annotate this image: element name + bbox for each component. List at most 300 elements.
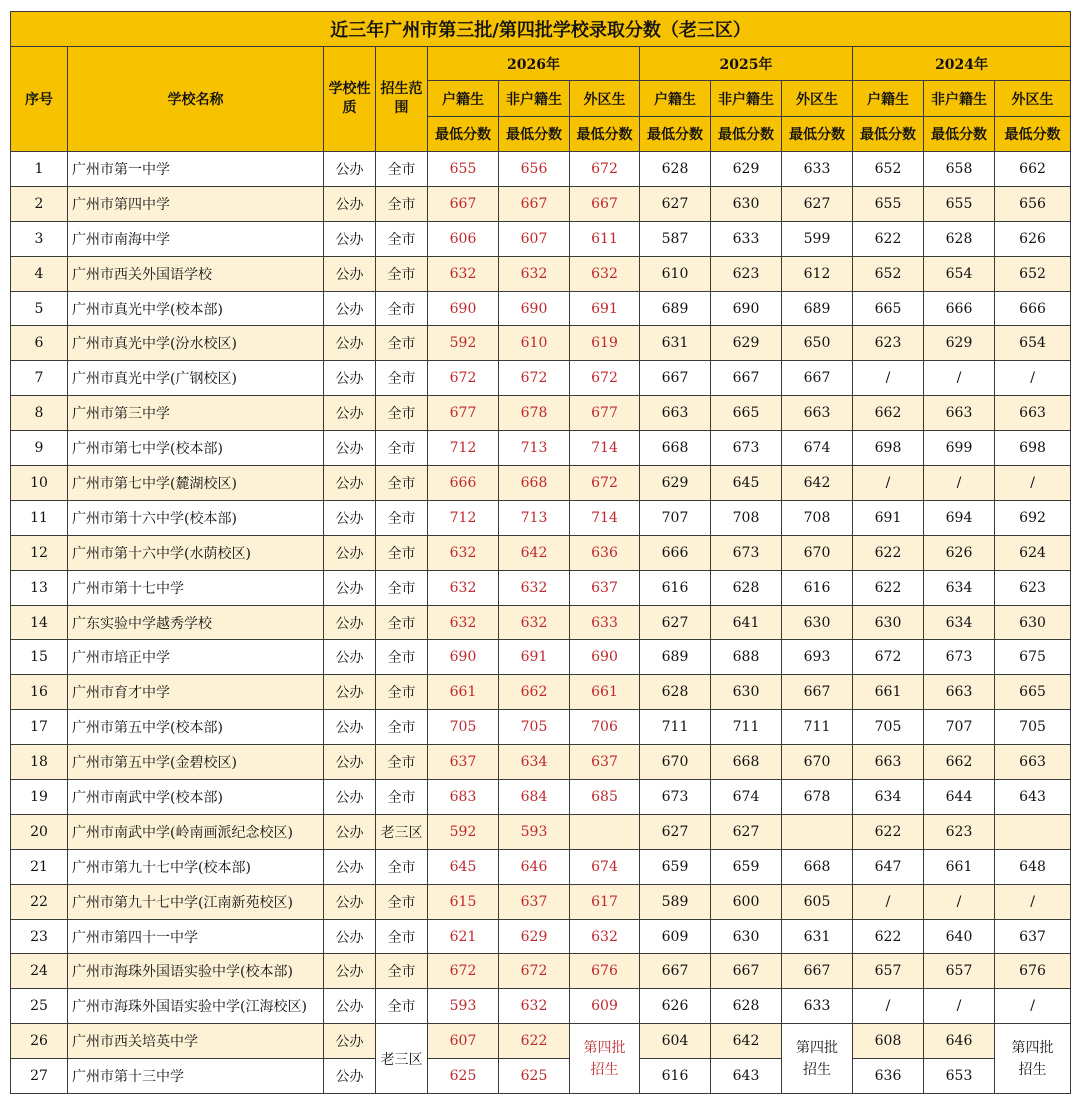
row-score-2025-3: 663 xyxy=(782,396,853,431)
table-row xyxy=(11,675,1071,710)
row-score-2024-2: 655 xyxy=(924,186,995,221)
row-score-2024-1: 652 xyxy=(853,256,924,291)
row-school-nature: 公办 xyxy=(324,291,376,326)
row-score-2024-1: 647 xyxy=(853,849,924,884)
row-score-2025-3 xyxy=(782,814,853,849)
row-score-2025-2: 688 xyxy=(711,640,782,675)
row-score-2025-1: 666 xyxy=(640,535,711,570)
row-score-2025-2: 674 xyxy=(711,780,782,815)
row-score-2026-2: 634 xyxy=(499,745,570,780)
table-row xyxy=(11,326,1071,361)
row-score-2024-1: 691 xyxy=(853,500,924,535)
row-score-2024-3: 698 xyxy=(995,431,1071,466)
row-score-2025-1: 659 xyxy=(640,849,711,884)
row-seq: 10 xyxy=(11,466,68,501)
row-score-2026-1: 683 xyxy=(428,780,499,815)
row-school-nature: 公办 xyxy=(324,186,376,221)
row-school-nature: 公办 xyxy=(324,466,376,501)
row-score-2024-3: 654 xyxy=(995,326,1071,361)
row-score-2024-2: 666 xyxy=(924,291,995,326)
row-score-2026-2: 632 xyxy=(499,570,570,605)
note-line-2: 招生 xyxy=(803,1061,831,1078)
row-school-name: 广州市第七中学(麓湖校区) xyxy=(68,466,324,501)
table-row xyxy=(11,814,1071,849)
row-score-2026-1: 625 xyxy=(428,1059,499,1094)
row-score-2025-1: 707 xyxy=(640,500,711,535)
row-score-2026-3: 706 xyxy=(570,710,640,745)
row-school-name: 广州市真光中学(汾水校区) xyxy=(68,326,324,361)
row-school-nature: 公办 xyxy=(324,919,376,954)
header-type-2025-3: 外区生 xyxy=(782,81,853,117)
row-score-2025-3: 630 xyxy=(782,605,853,640)
row-score-2024-3: 648 xyxy=(995,849,1071,884)
row-score-2024-3: 705 xyxy=(995,710,1071,745)
row-school-name: 广州市海珠外国语实验中学(江海校区) xyxy=(68,989,324,1024)
row-enroll-range: 全市 xyxy=(376,500,428,535)
row-score-2025-3: 650 xyxy=(782,326,853,361)
row-score-2026-3: 676 xyxy=(570,954,640,989)
row-seq: 22 xyxy=(11,884,68,919)
header-school-nature: 学校性质 xyxy=(324,47,376,152)
row-score-2025-3: 674 xyxy=(782,431,853,466)
row-score-2026-3: 672 xyxy=(570,466,640,501)
row-score-2024-1: 630 xyxy=(853,605,924,640)
row-school-nature: 公办 xyxy=(324,431,376,466)
table-row xyxy=(11,884,1071,919)
row-score-2024-2: 634 xyxy=(924,570,995,605)
row-seq: 4 xyxy=(11,256,68,291)
row-enroll-range: 全市 xyxy=(376,640,428,675)
row-school-name: 广东实验中学越秀学校 xyxy=(68,605,324,640)
row-score-2024-3: 675 xyxy=(995,640,1071,675)
row-school-name: 广州市西关培英中学 xyxy=(68,1024,324,1059)
table-row xyxy=(11,780,1071,815)
row-school-name: 广州市海珠外国语实验中学(校本部) xyxy=(68,954,324,989)
row-score-2025-1: 667 xyxy=(640,361,711,396)
row-score-2026-2: 678 xyxy=(499,396,570,431)
table-row xyxy=(11,745,1071,780)
row-seq: 18 xyxy=(11,745,68,780)
row-score-2026-2: 637 xyxy=(499,884,570,919)
header-type-2025-1: 户籍生 xyxy=(640,81,711,117)
row-score-2026-1: 690 xyxy=(428,291,499,326)
row-school-nature: 公办 xyxy=(324,1024,376,1059)
note-line-1: 第四批 xyxy=(796,1039,838,1056)
table-row xyxy=(11,919,1071,954)
row-seq: 16 xyxy=(11,675,68,710)
row-seq: 8 xyxy=(11,396,68,431)
row-school-name: 广州市西关外国语学校 xyxy=(68,256,324,291)
note-line-1: 第四批 xyxy=(1011,1039,1054,1056)
row-score-2025-2: 623 xyxy=(711,256,782,291)
header-year-2024: 2024年 xyxy=(853,47,1071,81)
row-school-name: 广州市真光中学(校本部) xyxy=(68,291,324,326)
header-min-score-2024-1: 最低分数 xyxy=(853,117,924,152)
table-row xyxy=(11,605,1071,640)
row-score-2026-1: 632 xyxy=(428,605,499,640)
row-score-2025-1: 616 xyxy=(640,1059,711,1094)
row-score-2025-2: 643 xyxy=(711,1059,782,1094)
row-score-2025-2: 633 xyxy=(711,221,782,256)
header-seq: 序号 xyxy=(11,47,68,152)
row-score-2026-1: 667 xyxy=(428,186,499,221)
header-min-score-2026-2: 最低分数 xyxy=(499,117,570,152)
row-score-2026-2: 705 xyxy=(499,710,570,745)
row-score-2026-3: 690 xyxy=(570,640,640,675)
header-min-score-2026-3: 最低分数 xyxy=(570,117,640,152)
row-school-nature: 公办 xyxy=(324,361,376,396)
row-score-2025-3: 667 xyxy=(782,361,853,396)
row-school-name: 广州市第一中学 xyxy=(68,152,324,187)
row-seq: 23 xyxy=(11,919,68,954)
row-score-2026-3: 677 xyxy=(570,396,640,431)
row-score-2025-1: 589 xyxy=(640,884,711,919)
row-score-2026-2: 593 xyxy=(499,814,570,849)
row-score-2026-3: 633 xyxy=(570,605,640,640)
row-score-2025-1: 609 xyxy=(640,919,711,954)
header-min-score-2026-1: 最低分数 xyxy=(428,117,499,152)
row-score-2025-2: 690 xyxy=(711,291,782,326)
row-enroll-range: 全市 xyxy=(376,710,428,745)
row-score-2025-1: 628 xyxy=(640,152,711,187)
row-score-2026-1: 621 xyxy=(428,919,499,954)
row-seq: 6 xyxy=(11,326,68,361)
row-seq: 20 xyxy=(11,814,68,849)
row-score-2025-2: 673 xyxy=(711,535,782,570)
row-score-2024-2: / xyxy=(924,361,995,396)
row-score-2026-1: 592 xyxy=(428,326,499,361)
row-score-2026-3: 637 xyxy=(570,745,640,780)
row-score-2025-2: 667 xyxy=(711,361,782,396)
table-row xyxy=(11,535,1071,570)
table-row xyxy=(11,221,1071,256)
row-score-2025-3: 627 xyxy=(782,186,853,221)
row-score-2024-1: 663 xyxy=(853,745,924,780)
row-score-2026-1: 712 xyxy=(428,431,499,466)
row-school-nature: 公办 xyxy=(324,884,376,919)
row-enroll-range: 全市 xyxy=(376,186,428,221)
row-score-2026-2: 667 xyxy=(499,186,570,221)
row-score-2026-2: 646 xyxy=(499,849,570,884)
header-type-2026-1: 户籍生 xyxy=(428,81,499,117)
row-score-2025-2: 628 xyxy=(711,570,782,605)
row-score-2024-3: 623 xyxy=(995,570,1071,605)
row-score-2026-1: 632 xyxy=(428,570,499,605)
row-score-2026-2: 713 xyxy=(499,431,570,466)
row-enroll-range: 全市 xyxy=(376,954,428,989)
row-score-2025-1: 711 xyxy=(640,710,711,745)
header-type-2024-1: 户籍生 xyxy=(853,81,924,117)
row-enroll-range: 全市 xyxy=(376,884,428,919)
row-seq: 12 xyxy=(11,535,68,570)
row-score-2025-3: 708 xyxy=(782,500,853,535)
row-score-2026-3: 672 xyxy=(570,152,640,187)
row-score-2025-3: 605 xyxy=(782,884,853,919)
row-score-2026-1: 672 xyxy=(428,954,499,989)
row-school-nature: 公办 xyxy=(324,326,376,361)
row-score-2025-2: 711 xyxy=(711,710,782,745)
row-score-2024-1: 655 xyxy=(853,186,924,221)
row-score-2026-3: 637 xyxy=(570,570,640,605)
row-score-2025-3: 599 xyxy=(782,221,853,256)
header-type-2024-2: 非户籍生 xyxy=(924,81,995,117)
fourth-batch-note-2026 xyxy=(570,1024,640,1094)
row-score-2024-2: 623 xyxy=(924,814,995,849)
row-seq: 9 xyxy=(11,431,68,466)
row-school-name: 广州市第九十七中学(校本部) xyxy=(68,849,324,884)
row-school-nature: 公办 xyxy=(324,989,376,1024)
row-score-2025-3: 642 xyxy=(782,466,853,501)
row-score-2024-2: 658 xyxy=(924,152,995,187)
row-score-2026-2: 691 xyxy=(499,640,570,675)
row-score-2026-2: 629 xyxy=(499,919,570,954)
row-enroll-range: 全市 xyxy=(376,745,428,780)
row-score-2024-2: 663 xyxy=(924,675,995,710)
row-school-nature: 公办 xyxy=(324,152,376,187)
row-score-2025-3: 667 xyxy=(782,954,853,989)
row-score-2024-1: 622 xyxy=(853,221,924,256)
row-school-nature: 公办 xyxy=(324,849,376,884)
row-score-2024-2: 661 xyxy=(924,849,995,884)
row-score-2025-2: 600 xyxy=(711,884,782,919)
table-row xyxy=(11,396,1071,431)
row-score-2024-1: 622 xyxy=(853,919,924,954)
row-score-2026-1: 712 xyxy=(428,500,499,535)
row-score-2025-2: 628 xyxy=(711,989,782,1024)
row-score-2024-2: 673 xyxy=(924,640,995,675)
row-score-2024-2: 626 xyxy=(924,535,995,570)
row-score-2026-3: 632 xyxy=(570,919,640,954)
row-score-2025-2: 708 xyxy=(711,500,782,535)
row-school-nature: 公办 xyxy=(324,814,376,849)
row-score-2025-2: 645 xyxy=(711,466,782,501)
row-score-2024-1: / xyxy=(853,466,924,501)
row-score-2025-3: 667 xyxy=(782,675,853,710)
row-school-nature: 公办 xyxy=(324,500,376,535)
row-score-2025-1: 673 xyxy=(640,780,711,815)
row-score-2025-2: 630 xyxy=(711,186,782,221)
row-school-nature: 公办 xyxy=(324,1059,376,1094)
row-seq: 21 xyxy=(11,849,68,884)
row-seq: 24 xyxy=(11,954,68,989)
row-score-2024-1: 623 xyxy=(853,326,924,361)
row-score-2025-3: 612 xyxy=(782,256,853,291)
row-enroll-range: 全市 xyxy=(376,326,428,361)
row-score-2024-2: 653 xyxy=(924,1059,995,1094)
table-row xyxy=(11,291,1071,326)
row-score-2026-1: 705 xyxy=(428,710,499,745)
row-seq: 3 xyxy=(11,221,68,256)
row-score-2025-2: 673 xyxy=(711,431,782,466)
row-score-2024-1: 636 xyxy=(853,1059,924,1094)
row-enroll-range: 全市 xyxy=(376,849,428,884)
row-score-2026-1: 607 xyxy=(428,1024,499,1059)
row-score-2026-3: 691 xyxy=(570,291,640,326)
row-score-2024-3: 666 xyxy=(995,291,1071,326)
table-row xyxy=(11,570,1071,605)
row-score-2024-1: / xyxy=(853,361,924,396)
row-school-name: 广州市第十七中学 xyxy=(68,570,324,605)
row-score-2024-3: / xyxy=(995,466,1071,501)
row-score-2024-2: 657 xyxy=(924,954,995,989)
row-score-2026-3: 674 xyxy=(570,849,640,884)
table-row xyxy=(11,431,1071,466)
header-enroll-range: 招生范围 xyxy=(376,47,428,152)
row-score-2024-3: / xyxy=(995,989,1071,1024)
row-score-2025-3: 678 xyxy=(782,780,853,815)
row-school-name: 广州市南武中学(校本部) xyxy=(68,780,324,815)
row-school-nature: 公办 xyxy=(324,605,376,640)
row-enroll-range: 老三区 xyxy=(376,814,428,849)
row-score-2025-1: 627 xyxy=(640,814,711,849)
row-score-2025-2: 665 xyxy=(711,396,782,431)
row-score-2024-1: 657 xyxy=(853,954,924,989)
row-score-2024-2: / xyxy=(924,989,995,1024)
row-school-nature: 公办 xyxy=(324,221,376,256)
header-year-2025: 2025年 xyxy=(640,47,853,81)
row-seq: 25 xyxy=(11,989,68,1024)
note-line-2: 招生 xyxy=(590,1061,619,1078)
row-score-2024-2: 662 xyxy=(924,745,995,780)
table-row xyxy=(11,152,1071,187)
row-score-2026-3: 617 xyxy=(570,884,640,919)
row-school-nature: 公办 xyxy=(324,256,376,291)
row-enroll-range: 全市 xyxy=(376,152,428,187)
table-row xyxy=(11,849,1071,884)
row-score-2024-3: 676 xyxy=(995,954,1071,989)
row-seq: 19 xyxy=(11,780,68,815)
row-score-2025-1: 629 xyxy=(640,466,711,501)
header-type-2024-3: 外区生 xyxy=(995,81,1071,117)
row-score-2025-1: 626 xyxy=(640,989,711,1024)
row-enroll-range: 全市 xyxy=(376,605,428,640)
row-score-2024-3: 643 xyxy=(995,780,1071,815)
row-score-2026-1: 606 xyxy=(428,221,499,256)
row-score-2025-1: 610 xyxy=(640,256,711,291)
row-score-2025-3: 711 xyxy=(782,710,853,745)
row-score-2025-2: 629 xyxy=(711,326,782,361)
row-enroll-range: 全市 xyxy=(376,675,428,710)
row-score-2024-1: 622 xyxy=(853,570,924,605)
row-enroll-range: 全市 xyxy=(376,291,428,326)
row-score-2026-1: 666 xyxy=(428,466,499,501)
row-score-2024-3: / xyxy=(995,884,1071,919)
row-score-2024-2: 628 xyxy=(924,221,995,256)
row-school-name: 广州市第三中学 xyxy=(68,396,324,431)
row-score-2025-1: 663 xyxy=(640,396,711,431)
row-score-2025-2: 629 xyxy=(711,152,782,187)
row-score-2025-3: 670 xyxy=(782,745,853,780)
row-seq: 15 xyxy=(11,640,68,675)
row-school-nature: 公办 xyxy=(324,745,376,780)
row-score-2024-2: 654 xyxy=(924,256,995,291)
row-score-2025-3: 670 xyxy=(782,535,853,570)
row-score-2026-3: 714 xyxy=(570,500,640,535)
row-score-2025-1: 670 xyxy=(640,745,711,780)
row-score-2026-1: 677 xyxy=(428,396,499,431)
row-score-2024-2: 640 xyxy=(924,919,995,954)
row-score-2024-1: 634 xyxy=(853,780,924,815)
row-score-2025-2: 642 xyxy=(711,1024,782,1059)
table-row xyxy=(11,640,1071,675)
table-row xyxy=(11,186,1071,221)
row-score-2025-2: 668 xyxy=(711,745,782,780)
row-school-nature: 公办 xyxy=(324,570,376,605)
row-score-2024-3: 624 xyxy=(995,535,1071,570)
row-score-2026-3: 619 xyxy=(570,326,640,361)
row-score-2025-3: 693 xyxy=(782,640,853,675)
row-score-2026-3: 661 xyxy=(570,675,640,710)
row-school-nature: 公办 xyxy=(324,535,376,570)
row-score-2024-1: 661 xyxy=(853,675,924,710)
row-seq: 1 xyxy=(11,152,68,187)
row-score-2026-1: 637 xyxy=(428,745,499,780)
row-score-2025-3: 616 xyxy=(782,570,853,605)
row-score-2024-2: 644 xyxy=(924,780,995,815)
row-seq: 2 xyxy=(11,186,68,221)
row-score-2025-1: 627 xyxy=(640,186,711,221)
row-score-2026-3: 685 xyxy=(570,780,640,815)
header-school-name: 学校名称 xyxy=(68,47,324,152)
row-score-2025-1: 667 xyxy=(640,954,711,989)
row-seq: 5 xyxy=(11,291,68,326)
row-score-2025-1: 689 xyxy=(640,291,711,326)
row-score-2024-2: 646 xyxy=(924,1024,995,1059)
row-score-2026-2: 632 xyxy=(499,256,570,291)
row-enroll-range: 全市 xyxy=(376,256,428,291)
row-score-2026-2: 625 xyxy=(499,1059,570,1094)
row-school-nature: 公办 xyxy=(324,640,376,675)
row-score-2025-1: 616 xyxy=(640,570,711,605)
row-enroll-range: 全市 xyxy=(376,396,428,431)
row-enroll-range: 全市 xyxy=(376,780,428,815)
row-score-2024-1: 665 xyxy=(853,291,924,326)
header-type-2026-3: 外区生 xyxy=(570,81,640,117)
row-score-2026-2: 656 xyxy=(499,152,570,187)
row-score-2024-1: 705 xyxy=(853,710,924,745)
row-enroll-range: 全市 xyxy=(376,221,428,256)
header-year-2026: 2026年 xyxy=(428,47,640,81)
row-score-2025-1: 631 xyxy=(640,326,711,361)
row-score-2026-2: 610 xyxy=(499,326,570,361)
row-score-2024-2: / xyxy=(924,884,995,919)
header-min-score-2025-1: 最低分数 xyxy=(640,117,711,152)
header-min-score-2025-2: 最低分数 xyxy=(711,117,782,152)
row-score-2026-1: 672 xyxy=(428,361,499,396)
row-enroll-range: 全市 xyxy=(376,570,428,605)
row-score-2024-3: 663 xyxy=(995,396,1071,431)
row-score-2024-2: / xyxy=(924,466,995,501)
row-school-name: 广州市第五中学(校本部) xyxy=(68,710,324,745)
row-score-2026-3: 632 xyxy=(570,256,640,291)
row-score-2024-3: 656 xyxy=(995,186,1071,221)
row-score-2024-2: 629 xyxy=(924,326,995,361)
row-enroll-range: 全市 xyxy=(376,431,428,466)
row-score-2026-1: 592 xyxy=(428,814,499,849)
row-score-2024-3: 662 xyxy=(995,152,1071,187)
row-school-name: 广州市南海中学 xyxy=(68,221,324,256)
row-score-2024-3: 637 xyxy=(995,919,1071,954)
row-school-nature: 公办 xyxy=(324,396,376,431)
row-score-2026-2: 632 xyxy=(499,989,570,1024)
row-score-2025-2: 627 xyxy=(711,814,782,849)
header-type-2026-2: 非户籍生 xyxy=(499,81,570,117)
row-score-2025-1: 668 xyxy=(640,431,711,466)
row-score-2024-3: 665 xyxy=(995,675,1071,710)
row-score-2024-3: 663 xyxy=(995,745,1071,780)
row-score-2024-1: 662 xyxy=(853,396,924,431)
row-score-2025-3: 631 xyxy=(782,919,853,954)
